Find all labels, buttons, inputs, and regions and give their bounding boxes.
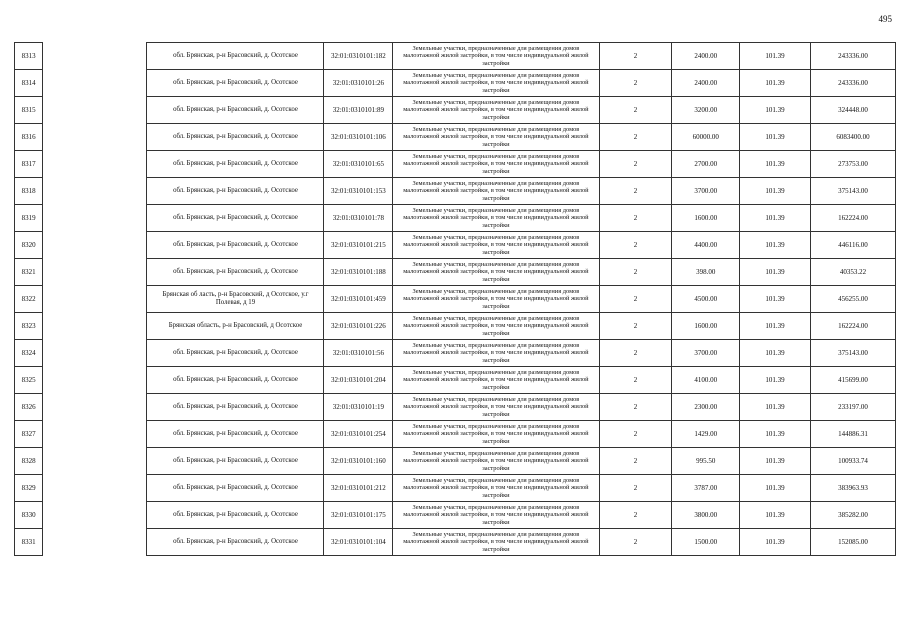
cadastral-number-cell: 32:01:0310101:204: [324, 367, 393, 394]
address-cell: обл. Брянская, р-н Брасовский, д. Осотское: [147, 448, 324, 475]
land-use-cell: Земельные участки, предназначенные для размещения домов малоэтажной жилой застройки, в том числе индивидуальной жилой застройки: [393, 97, 599, 124]
land-use-cell: Земельные участки, предназначенные для размещения домов малоэтажной жилой застройки, в том числе индивидуальной жилой застройки: [393, 421, 599, 448]
category-cell: 2: [599, 259, 672, 286]
cadastral-value-cell: 243336.00: [810, 70, 895, 97]
rate-cell: 101.39: [740, 529, 811, 556]
cadastral-value-cell: 324448.00: [810, 97, 895, 124]
category-cell: 2: [599, 394, 672, 421]
land-use-cell: Земельные участки, предназначенные для размещения домов малоэтажной жилой застройки, в том числе индивидуальной жилой застройки: [393, 529, 599, 556]
spacer-cell: [43, 448, 147, 475]
table-row: [15, 421, 896, 448]
area-cell: 3787.00: [672, 475, 740, 502]
table-row: [15, 205, 896, 232]
cadastral-number-cell: 32:01:0310101:215: [324, 232, 393, 259]
row-number: 8316: [15, 124, 43, 151]
spacer-cell: [43, 70, 147, 97]
category-cell: 2: [599, 151, 672, 178]
cadastral-value-cell: 100933.74: [810, 448, 895, 475]
row-number: 8313: [15, 43, 43, 70]
cadastral-number-cell: 32:01:0310101:459: [324, 286, 393, 313]
rate-cell: 101.39: [740, 205, 811, 232]
area-cell: 1600.00: [672, 313, 740, 340]
rate-cell: 101.39: [740, 259, 811, 286]
spacer-cell: [43, 502, 147, 529]
land-use-cell: Земельные участки, предназначенные для размещения домов малоэтажной жилой застройки, в том числе индивидуальной жилой застройки: [393, 286, 599, 313]
area-cell: 1500.00: [672, 529, 740, 556]
land-use-cell: Земельные участки, предназначенные для размещения домов малоэтажной жилой застройки, в том числе индивидуальной жилой застройки: [393, 232, 599, 259]
area-cell: 1429.00: [672, 421, 740, 448]
spacer-cell: [43, 421, 147, 448]
address-cell: обл. Брянская, р-н Брасовский, д. Осотское: [147, 502, 324, 529]
category-cell: 2: [599, 529, 672, 556]
row-number: 8323: [15, 313, 43, 340]
rate-cell: 101.39: [740, 286, 811, 313]
cadastral-number-cell: 32:01:0310101:175: [324, 502, 393, 529]
cadastral-value-cell: 383963.93: [810, 475, 895, 502]
spacer-cell: [43, 205, 147, 232]
cadastral-number-cell: 32:01:0310101:19: [324, 394, 393, 421]
table-row: [15, 340, 896, 367]
cadastral-number-cell: 32:01:0310101:104: [324, 529, 393, 556]
cadastral-value-cell: 273753.00: [810, 151, 895, 178]
row-number: 8321: [15, 259, 43, 286]
rate-cell: 101.39: [740, 475, 811, 502]
cadastral-number-cell: 32:01:0310101:26: [324, 70, 393, 97]
category-cell: 2: [599, 286, 672, 313]
land-use-cell: Земельные участки, предназначенные для размещения домов малоэтажной жилой застройки, в том числе индивидуальной жилой застройки: [393, 367, 599, 394]
category-cell: 2: [599, 205, 672, 232]
cadastral-number-cell: 32:01:0310101:65: [324, 151, 393, 178]
row-number: 8331: [15, 529, 43, 556]
cadastral-number-cell: 32:01:0310101:153: [324, 178, 393, 205]
land-use-cell: Земельные участки, предназначенные для размещения домов малоэтажной жилой застройки, в том числе индивидуальной жилой застройки: [393, 313, 599, 340]
table-row: [15, 43, 896, 70]
cadastral-value-cell: 456255.00: [810, 286, 895, 313]
table-row: [15, 529, 896, 556]
area-cell: 2400.00: [672, 43, 740, 70]
land-use-cell: Земельные участки, предназначенные для размещения домов малоэтажной жилой застройки, в том числе индивидуальной жилой застройки: [393, 502, 599, 529]
area-cell: 4400.00: [672, 232, 740, 259]
area-cell: 2700.00: [672, 151, 740, 178]
address-cell: обл. Брянская, р-н Брасовский, д. Осотское: [147, 529, 324, 556]
table-row: [15, 475, 896, 502]
category-cell: 2: [599, 448, 672, 475]
area-cell: 3200.00: [672, 97, 740, 124]
rate-cell: 101.39: [740, 178, 811, 205]
table-row: [15, 286, 896, 313]
area-cell: 2400.00: [672, 70, 740, 97]
area-cell: 3800.00: [672, 502, 740, 529]
address-cell: обл. Брянская, р-н Брасовский, д. Осотское: [147, 232, 324, 259]
table-row: [15, 151, 896, 178]
row-number: 8314: [15, 70, 43, 97]
rate-cell: 101.39: [740, 367, 811, 394]
table-row: [15, 232, 896, 259]
table-row: [15, 97, 896, 124]
row-number: 8319: [15, 205, 43, 232]
row-number: 8327: [15, 421, 43, 448]
row-number: 8317: [15, 151, 43, 178]
spacer-cell: [43, 124, 147, 151]
category-cell: 2: [599, 97, 672, 124]
land-use-cell: Земельные участки, предназначенные для размещения домов малоэтажной жилой застройки, в том числе индивидуальной жилой застройки: [393, 151, 599, 178]
land-use-cell: Земельные участки, предназначенные для размещения домов малоэтажной жилой застройки, в том числе индивидуальной жилой застройки: [393, 340, 599, 367]
spacer-cell: [43, 529, 147, 556]
row-number: 8324: [15, 340, 43, 367]
area-cell: 2300.00: [672, 394, 740, 421]
area-cell: 3700.00: [672, 178, 740, 205]
category-cell: 2: [599, 475, 672, 502]
rate-cell: 101.39: [740, 70, 811, 97]
land-use-cell: Земельные участки, предназначенные для размещения домов малоэтажной жилой застройки, в том числе индивидуальной жилой застройки: [393, 259, 599, 286]
cadastral-value-cell: 385282.00: [810, 502, 895, 529]
cadastral-value-cell: 162224.00: [810, 205, 895, 232]
cadastral-value-cell: 375143.00: [810, 178, 895, 205]
row-number: 8328: [15, 448, 43, 475]
page-number: 495: [878, 14, 892, 24]
cadastral-value-table: [14, 42, 896, 556]
rate-cell: 101.39: [740, 394, 811, 421]
category-cell: 2: [599, 232, 672, 259]
land-use-cell: Земельные участки, предназначенные для размещения домов малоэтажной жилой застройки, в том числе индивидуальной жилой застройки: [393, 448, 599, 475]
address-cell: обл. Брянская, р-н Брасовский, д. Осотское: [147, 178, 324, 205]
table-row: [15, 124, 896, 151]
rate-cell: 101.39: [740, 448, 811, 475]
cadastral-number-cell: 32:01:0310101:188: [324, 259, 393, 286]
cadastral-number-cell: 32:01:0310101:89: [324, 97, 393, 124]
rate-cell: 101.39: [740, 421, 811, 448]
spacer-cell: [43, 367, 147, 394]
category-cell: 2: [599, 367, 672, 394]
rate-cell: 101.39: [740, 43, 811, 70]
area-cell: 4100.00: [672, 367, 740, 394]
spacer-cell: [43, 313, 147, 340]
address-cell: обл. Брянская, р-н Брасовский, д. Осотское: [147, 205, 324, 232]
address-cell: Брянская об ласть, р-н Брасовский, д Осотское, у.г Полевая, д 19: [147, 286, 324, 313]
spacer-cell: [43, 97, 147, 124]
table-row: [15, 367, 896, 394]
area-cell: 4500.00: [672, 286, 740, 313]
table-row: [15, 394, 896, 421]
row-number: 8320: [15, 232, 43, 259]
table-row: [15, 259, 896, 286]
rate-cell: 101.39: [740, 340, 811, 367]
cadastral-value-cell: 6083400.00: [810, 124, 895, 151]
row-number: 8329: [15, 475, 43, 502]
row-number: 8325: [15, 367, 43, 394]
area-cell: 398.00: [672, 259, 740, 286]
rate-cell: 101.39: [740, 313, 811, 340]
category-cell: 2: [599, 313, 672, 340]
area-cell: 1600.00: [672, 205, 740, 232]
table-row: [15, 448, 896, 475]
spacer-cell: [43, 232, 147, 259]
cadastral-value-cell: 375143.00: [810, 340, 895, 367]
area-cell: 3700.00: [672, 340, 740, 367]
category-cell: 2: [599, 70, 672, 97]
row-number: 8322: [15, 286, 43, 313]
cadastral-number-cell: 32:01:0310101:182: [324, 43, 393, 70]
cadastral-value-cell: 233197.00: [810, 394, 895, 421]
land-use-cell: Земельные участки, предназначенные для размещения домов малоэтажной жилой застройки, в том числе индивидуальной жилой застройки: [393, 124, 599, 151]
spacer-cell: [43, 151, 147, 178]
spacer-cell: [43, 475, 147, 502]
address-cell: Брянская область, р-н Брасовский, д Осотское: [147, 313, 324, 340]
cadastral-number-cell: 32:01:0310101:106: [324, 124, 393, 151]
address-cell: обл. Брянская, р-н Брасовский, д. Осотское: [147, 394, 324, 421]
row-number: 8330: [15, 502, 43, 529]
address-cell: обл. Брянская, р-н Брасовский, д. Осотское: [147, 97, 324, 124]
row-number: 8315: [15, 97, 43, 124]
land-use-cell: Земельные участки, предназначенные для размещения домов малоэтажной жилой застройки, в том числе индивидуальной жилой застройки: [393, 70, 599, 97]
address-cell: обл. Брянская, р-н Брасовский, д. Осотское: [147, 70, 324, 97]
land-use-cell: Земельные участки, предназначенные для размещения домов малоэтажной жилой застройки, в том числе индивидуальной жилой застройки: [393, 394, 599, 421]
table-row: [15, 70, 896, 97]
land-use-cell: Земельные участки, предназначенные для размещения домов малоэтажной жилой застройки, в том числе индивидуальной жилой застройки: [393, 178, 599, 205]
category-cell: 2: [599, 178, 672, 205]
rate-cell: 101.39: [740, 232, 811, 259]
table-row: [15, 313, 896, 340]
cadastral-value-cell: 446116.00: [810, 232, 895, 259]
spacer-cell: [43, 340, 147, 367]
cadastral-value-cell: 40353.22: [810, 259, 895, 286]
area-cell: 995.50: [672, 448, 740, 475]
cadastral-value-cell: 144886.31: [810, 421, 895, 448]
rate-cell: 101.39: [740, 502, 811, 529]
address-cell: обл. Брянская, р-н Брасовский, д. Осотское: [147, 340, 324, 367]
cadastral-number-cell: 32:01:0310101:56: [324, 340, 393, 367]
spacer-cell: [43, 394, 147, 421]
land-use-cell: Земельные участки, предназначенные для размещения домов малоэтажной жилой застройки, в том числе индивидуальной жилой застройки: [393, 43, 599, 70]
spacer-cell: [43, 259, 147, 286]
cadastral-number-cell: 32:01:0310101:226: [324, 313, 393, 340]
spacer-cell: [43, 286, 147, 313]
category-cell: 2: [599, 340, 672, 367]
row-number: 8318: [15, 178, 43, 205]
address-cell: обл. Брянская, р-н Брасовский, д. Осотское: [147, 43, 324, 70]
address-cell: обл. Брянская, р-н Брасовский, д. Осотское: [147, 151, 324, 178]
cadastral-value-cell: 243336.00: [810, 43, 895, 70]
address-cell: обл. Брянская, р-н Брасовский, д. Осотское: [147, 124, 324, 151]
spacer-cell: [43, 178, 147, 205]
spacer-cell: [43, 43, 147, 70]
cadastral-value-cell: 152085.00: [810, 529, 895, 556]
address-cell: обл. Брянская, р-н Брасовский, д. Осотское: [147, 367, 324, 394]
table-body: [15, 43, 896, 556]
land-use-cell: Земельные участки, предназначенные для размещения домов малоэтажной жилой застройки, в том числе индивидуальной жилой застройки: [393, 205, 599, 232]
address-cell: обл. Брянская, р-н Брасовский, д. Осотское: [147, 421, 324, 448]
category-cell: 2: [599, 43, 672, 70]
land-use-cell: Земельные участки, предназначенные для размещения домов малоэтажной жилой застройки, в том числе индивидуальной жилой застройки: [393, 475, 599, 502]
cadastral-number-cell: 32:01:0310101:254: [324, 421, 393, 448]
cadastral-value-cell: 415699.00: [810, 367, 895, 394]
table-row: [15, 178, 896, 205]
cadastral-number-cell: 32:01:0310101:160: [324, 448, 393, 475]
area-cell: 60000.00: [672, 124, 740, 151]
table-row: [15, 502, 896, 529]
address-cell: обл. Брянская, р-н Брасовский, д. Осотское: [147, 475, 324, 502]
row-number: 8326: [15, 394, 43, 421]
rate-cell: 101.39: [740, 151, 811, 178]
cadastral-number-cell: 32:01:0310101:78: [324, 205, 393, 232]
rate-cell: 101.39: [740, 124, 811, 151]
address-cell: обл. Брянская, р-н Брасовский, д. Осотское: [147, 259, 324, 286]
cadastral-value-cell: 162224.00: [810, 313, 895, 340]
cadastral-number-cell: 32:01:0310101:212: [324, 475, 393, 502]
category-cell: 2: [599, 421, 672, 448]
rate-cell: 101.39: [740, 97, 811, 124]
category-cell: 2: [599, 124, 672, 151]
category-cell: 2: [599, 502, 672, 529]
